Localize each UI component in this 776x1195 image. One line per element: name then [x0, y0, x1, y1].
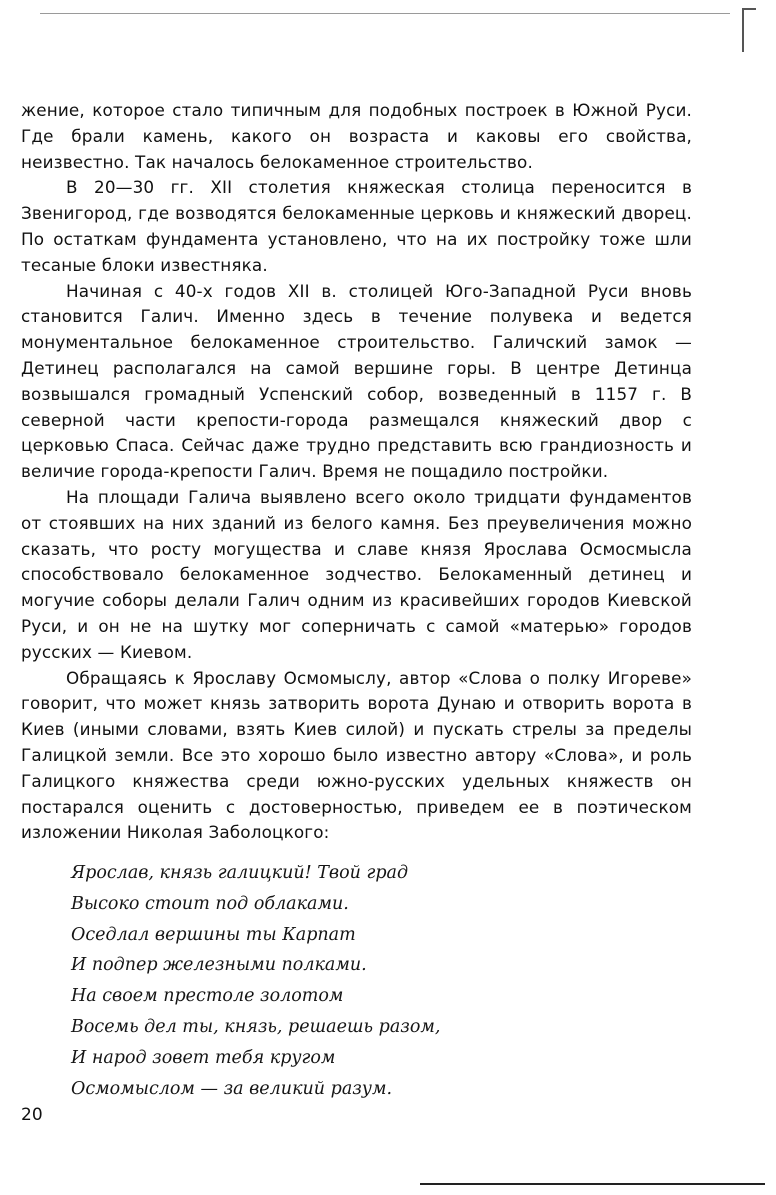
- poem-line: Ярослав, князь галицкий! Твой град: [71, 863, 409, 883]
- poem: [71, 858, 591, 1104]
- bottom-scan-rule: [420, 1183, 765, 1185]
- poem-line: И подпер железными полками.: [71, 955, 367, 976]
- poem-line: Осмомыслом — за великий разум.: [71, 1078, 393, 1099]
- paragraph-slovo: Обращаясь к Ярославу Осмомыслу, автор «Слова о полку Игореве» говорит, что может князь затворить ворота Дунаю и отворить ворота в Киев (иными словами, взять Киев силой) и пускать стрелы за пределы Галицкой земли. Все это хорошо было известно автору «Слова», и роль Галицкого княжества среди южно-русских удельных княжеств он постарался оценить с достоверностью, приведем ее в поэтическом изложении Николая Заболоцкого:: [21, 667, 692, 843]
- poem-line: Высоко стоит под облаками.: [71, 893, 349, 914]
- top-scan-rule: [40, 13, 730, 14]
- poem-line: Оседлал вершины ты Карпат: [71, 924, 356, 945]
- corner-crop-mark: [742, 8, 756, 52]
- paragraph-galich-foundations: На площади Галича выявлено всего около тридцати фундаментов от стоявших на них зданий из белого камня. Без преувеличения можно сказать, что росту могущества и славе князя Ярослава Осмосмысла способствовало белокаменное зодчество. Белокаменный детинец и могучие соборы делали Галич одним из красивейших городов Киевской Руси, и он не на шутку мог соперничать с самой «матерью» городов русских — Киевом.: [21, 486, 692, 662]
- poem-line: И народ зовет тебя кругом: [71, 1047, 336, 1068]
- poem-line: На своем престоле золотом: [71, 986, 344, 1007]
- paragraph-zvenigorod: В 20—30 гг. XII столетия княжеская столица переносится в Звенигород, где возводятся белокаменные церковь и княжеский дворец. По остаткам фундамента установлено, что на их постройку тоже шли тесаные блоки известняка.: [21, 177, 692, 275]
- body-text: [21, 98, 692, 846]
- poem-line: Восемь дел ты, князь, решаешь разом,: [71, 1016, 441, 1037]
- paragraph-continuation: жение, которое стало типичным для подобных построек в Южной Руси. Где брали камень, какого он возраста и каковы его свойства, неизвестно. Так началось белокаменное строительство.: [21, 100, 692, 172]
- paragraph-galich-capital: Начиная с 40-х годов XII в. столицей Юго-Западной Руси вновь становится Галич. Именно здесь в течение полувека и ведется монументальное белокаменное строительство. Галичский замок — Детинец располагался на самой вершине горы. В центре Детинца возвышался громадный Успенский собор, возведенный в 1157 г. В северной части крепости-города размещался княжеский двор с церковью Спаса. Сейчас даже трудно представить всю грандиозность и величие города-крепости Галич. Время не пощадило постройки.: [21, 280, 692, 482]
- page-number: 20: [21, 1105, 43, 1125]
